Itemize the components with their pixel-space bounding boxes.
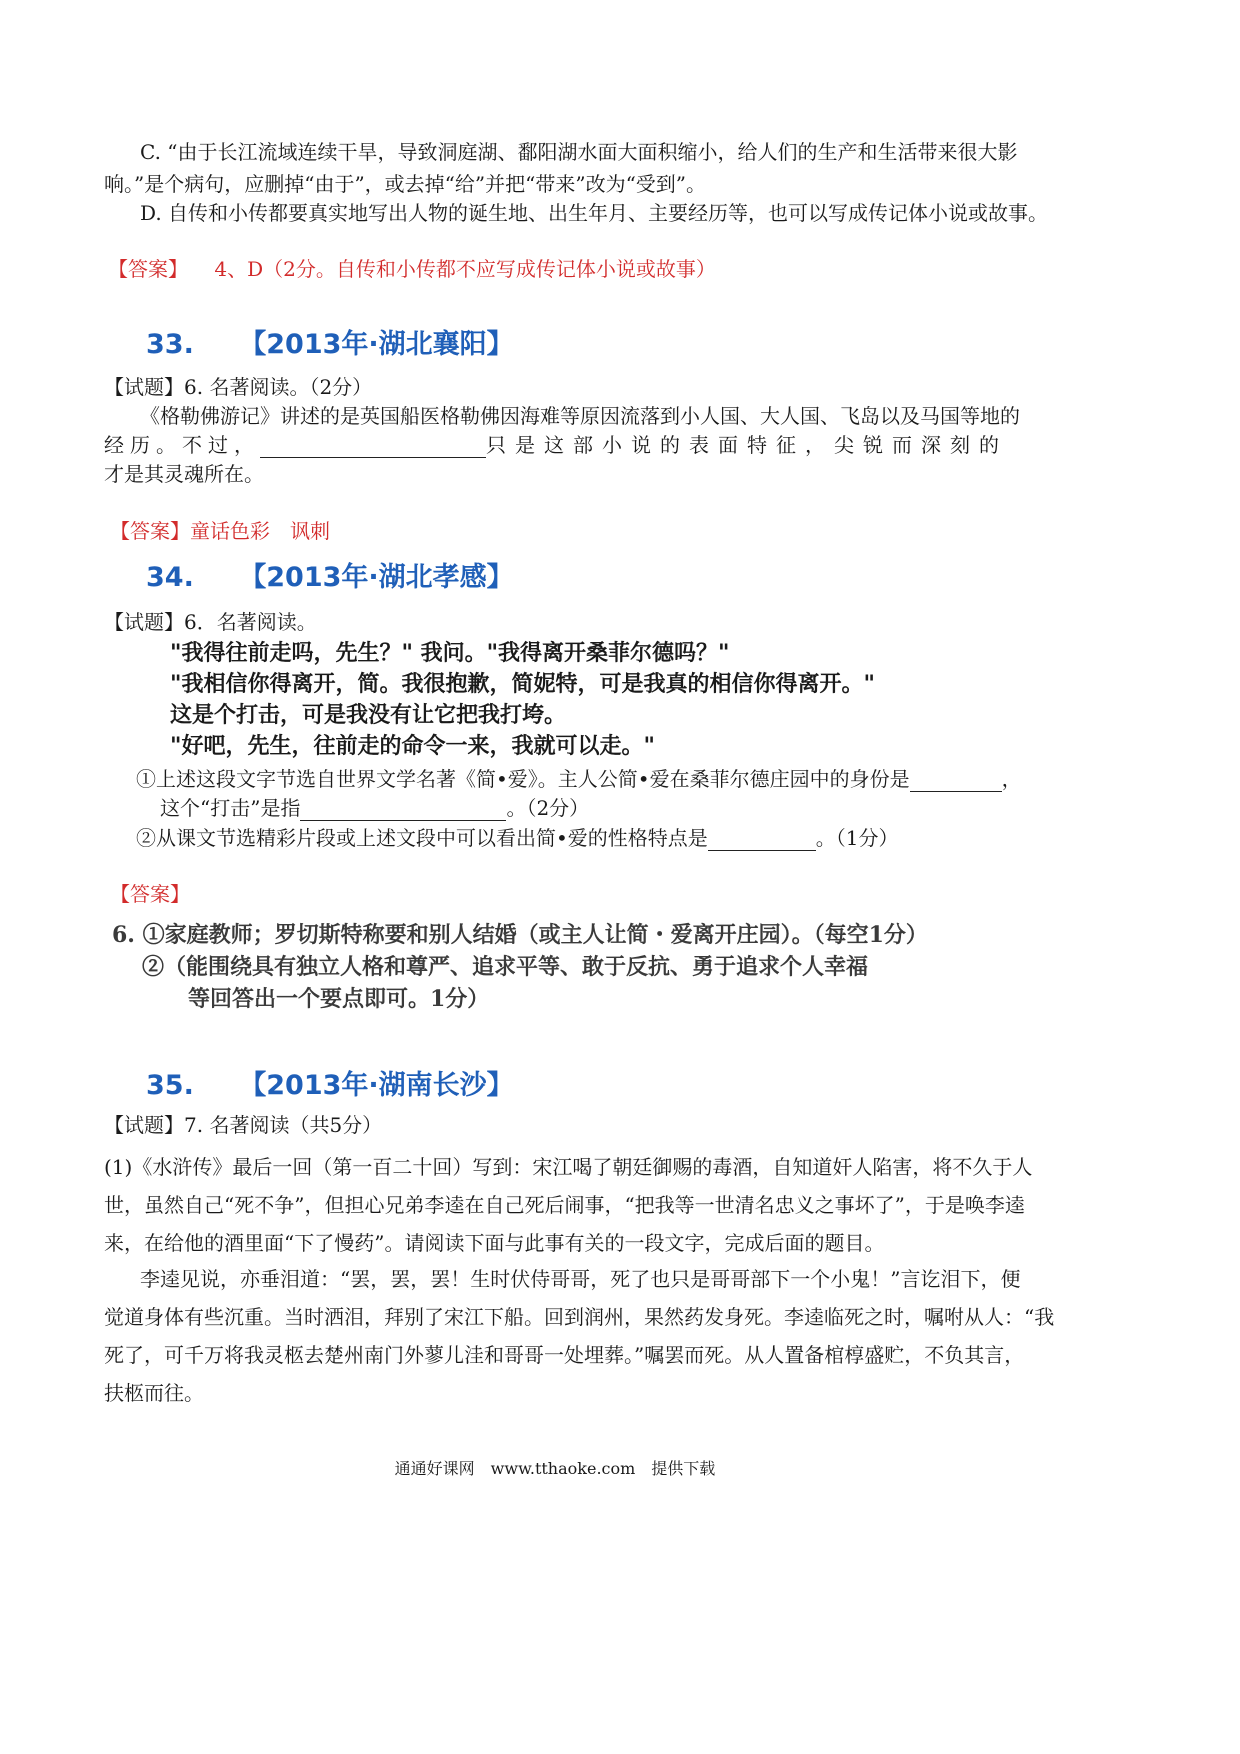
fill-blank[interactable] [300, 798, 506, 821]
fill-blank[interactable] [910, 769, 1002, 792]
option-d: D. 自传和小传都要真实地写出人物的诞生地、出生年月、主要经历等，也可以写成传记体小说或故事。 [140, 201, 1049, 225]
question-35-prompt: 【试题】7. 名著阅读（共5分） [104, 1113, 383, 1137]
subquestion-1-line1 [136, 763, 1022, 792]
dialogue-line: "我相信你得离开，简。我很抱歉，简妮特，可是我真的相信你得离开。" [170, 672, 875, 697]
answer-34-line: 6. ①家庭教师；罗切斯特称要和别人结婚（或主人让简・爱离开庄园）。（每空1分） [112, 922, 928, 948]
dialogue-line: "我得往前走吗，先生？" 我问。"我得离开桑菲尔德吗？" [170, 641, 730, 666]
paragraph-line: 李逵见说，亦垂泪道：“罢，罢，罢！生时伏侍哥哥，死了也只是哥哥部下一个小鬼！”言讫泪下，便 [140, 1267, 1021, 1291]
option-c-line2: 响。”是个病句，应删掉“由于”，或去掉“给”并把“带来”改为“受到”。 [104, 172, 707, 196]
answer-label: 【答案】 [108, 257, 188, 281]
question-33-line3: 才是其灵魂所在。 [104, 462, 264, 486]
question-33-line2 [104, 429, 1008, 458]
paragraph-line: 来，在给他的酒里面“下了慢药”。请阅读下面与此事有关的一段文字，完成后面的题目。 [104, 1231, 885, 1255]
question-number: 33. [146, 329, 194, 360]
answer-34-label: 【答案】 [110, 882, 190, 906]
question-title: 【2013年·湖北襄阳】 [239, 329, 514, 360]
answer-34-line: ②（能围绕具有独立人格和尊严、追求平等、敢于反抗、勇于追求个人幸福 [142, 954, 869, 980]
question-title: 【2013年·湖南长沙】 [239, 1070, 514, 1101]
answer-label: 【答案】 [110, 519, 190, 543]
subquestion-text-end: 。（1分） [815, 826, 899, 850]
question-number: 35. [146, 1070, 194, 1101]
answer-33 [110, 515, 330, 544]
dialogue-line: 这是个打击，可是我没有让它把我打垮。 [170, 703, 567, 728]
subquestion-text: ②从课文节选精彩片段或上述文段中可以看出简•爱的性格特点是 [136, 826, 708, 850]
paragraph-line: (1)《水浒传》最后一回（第一百二十回）写到：宋江喝了朝廷御赐的毒酒，自知道奸人陷害，将不久于人 [104, 1155, 1033, 1179]
question-33-prompt: 【试题】6. 名著阅读。（2分） [104, 375, 373, 399]
answer-34-line: 等回答出一个要点即可。1分） [188, 986, 490, 1012]
dialogue-line: "好吧，先生，往前走的命令一来，我就可以走。" [170, 734, 655, 759]
subquestion-text-end: 。（2分） [506, 796, 590, 820]
answer-4 [108, 253, 716, 282]
question-33-line1: 《格勒佛游记》讲述的是英国船医格勒佛因海难等原因流落到小人国、大人国、飞岛以及马国等地的 [140, 404, 1020, 428]
question-number: 34. [146, 562, 194, 593]
question-35-heading [146, 1063, 514, 1102]
answer-text: 童话色彩 讽刺 [190, 519, 330, 543]
paragraph-2 [104, 1260, 1055, 1412]
question-33-heading [146, 322, 514, 361]
fill-blank[interactable] [260, 435, 486, 458]
question-34-prompt: 【试题】6．名著阅读。 [104, 610, 317, 634]
paragraph-line: 觉道身体有些沉重。当时洒泪，拜别了宋江下船。回到润州，果然药发身死。李逵临死之时，嘱咐从人：“我 [104, 1305, 1055, 1329]
paragraph-line: 世，虽然自己“死不争”，但担心兄弟李逵在自己死后闹事，“把我等一世清名忠义之事坏了”，于是唤李逵 [104, 1193, 1025, 1217]
subquestion-2 [136, 822, 899, 851]
question-34-heading [146, 555, 514, 594]
subquestion-text-end: ， [1001, 767, 1022, 791]
subquestion-text: ①上述这段文字节选自世界文学名著《简•爱》。主人公简•爱在桑菲尔德庄园中的身份是 [136, 767, 910, 791]
question-title: 【2013年·湖北孝感】 [239, 562, 514, 593]
paragraph-line: 扶柩而往。 [104, 1381, 204, 1405]
subquestion-1-line2 [160, 792, 589, 821]
fill-blank[interactable] [708, 828, 816, 851]
subquestion-text: 这个“打击”是指 [160, 796, 301, 820]
paragraph-line: 死了，可千万将我灵柩去楚州南门外蓼儿洼和哥哥一处埋葬。”嘱罢而死。从人置备棺椁盛贮，不负其言， [104, 1343, 1025, 1367]
page-footer: 通通好课网 www.tthaoke.com 提供下载 [394, 1459, 716, 1478]
line2-after: 只是这部小说的表面特征，尖锐而深刻的 [486, 433, 1008, 457]
paragraph-1 [104, 1148, 1033, 1262]
line2-before: 经历。不过， [104, 433, 260, 457]
answer-text: 4、D（2分。自传和小传都不应写成传记体小说或故事） [214, 257, 716, 281]
option-c-line1: C. “由于长江流域连续干旱，导致洞庭湖、鄱阳湖水面大面积缩小，给人们的生产和生活带来很大影 [140, 140, 1018, 164]
